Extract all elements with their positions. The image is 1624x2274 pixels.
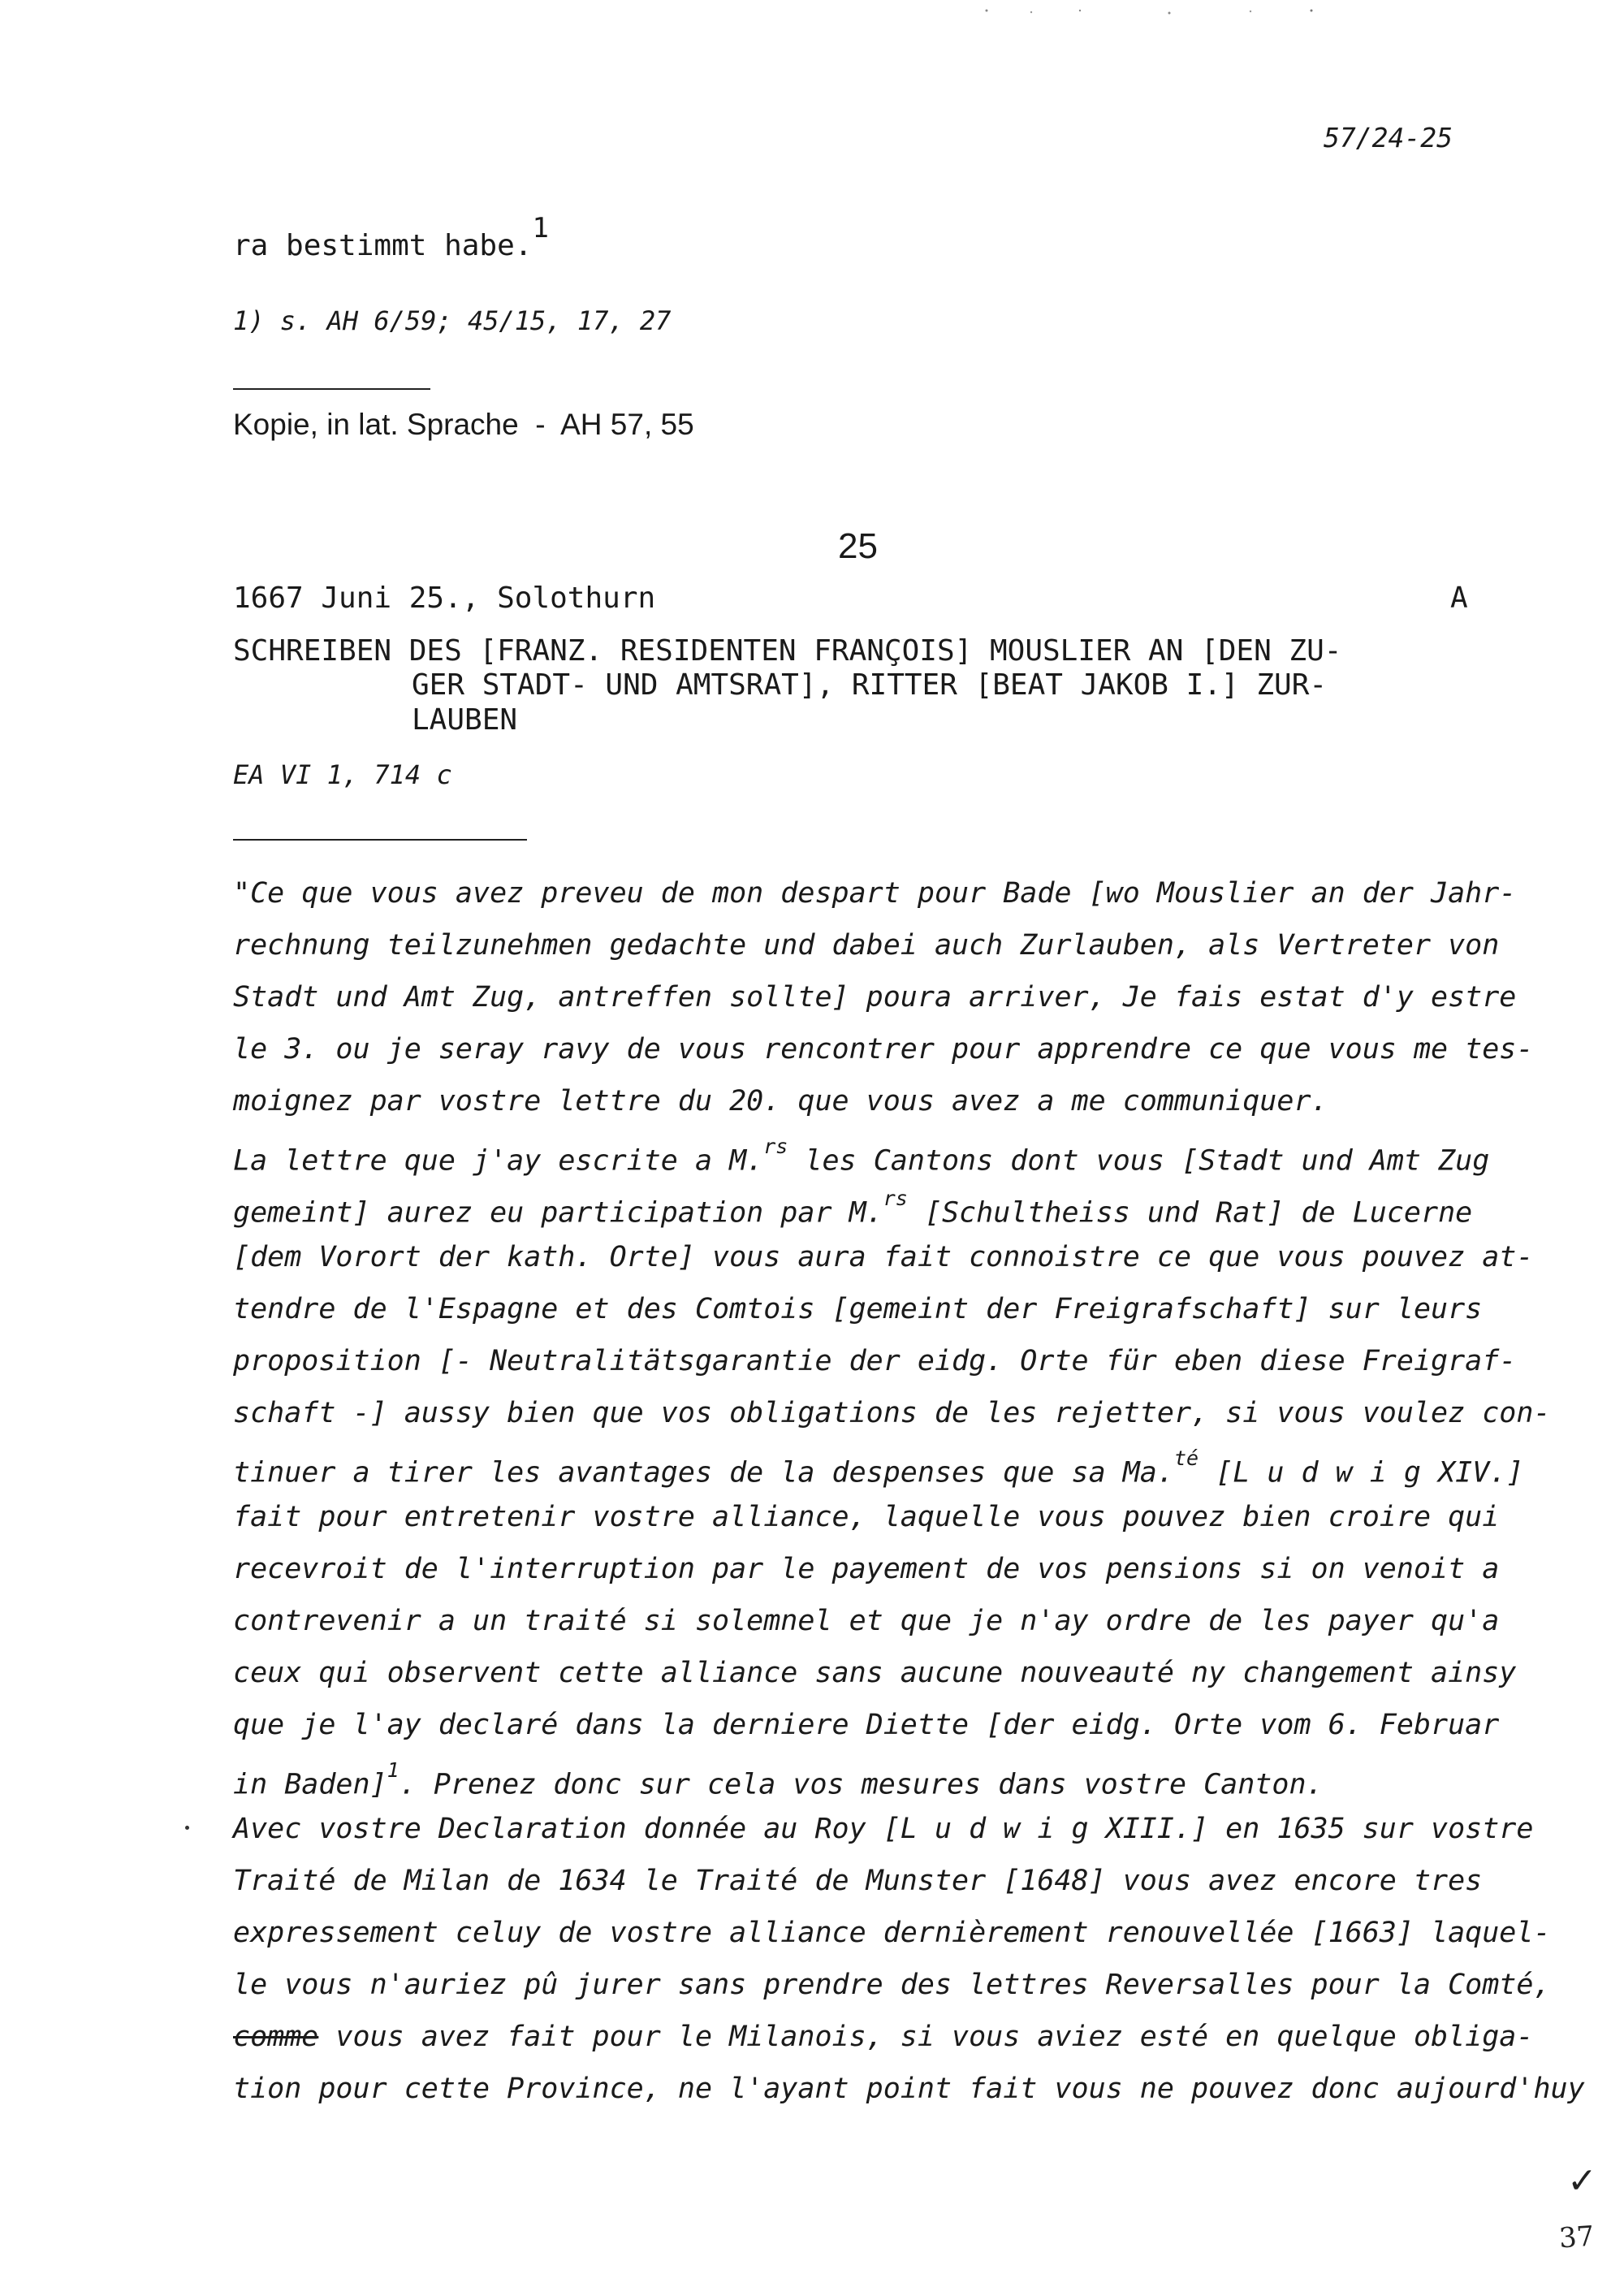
body-text: gemeint] aurez eu participation par M. [233, 1196, 883, 1230]
body-line [233, 1447, 1523, 1491]
body-line: Stadt und Amt Zug, antreffen sollte] poura arriver, Je fais estat d'y estre [233, 981, 1517, 1014]
body-line: le vous n'auriez pû jurer sans prendre des lettres Reversalles pour la Comté, [233, 1969, 1551, 2001]
body-line [233, 2019, 1533, 2055]
entry-classification: A [1450, 581, 1468, 615]
body-line: Traité de Milan de 1634 le Traité de Munster [1648] vous avez encore tres [233, 1865, 1483, 1897]
body-line: [dem Vorort der kath. Orte] vous aura fait connoistre ce que vous pouvez at- [233, 1241, 1534, 1273]
body-line: fait pour entretenir vostre alliance, laquelle vous pouvez bien croire qui [233, 1501, 1500, 1533]
footnote-marker: 1 [532, 212, 549, 244]
body-line [233, 1187, 1472, 1231]
body-line: schaft -] aussy bien que vos obligations de les rejetter, si vous voulez con- [233, 1397, 1551, 1429]
body-line: tion pour cette Province, ne l'ayant point fait vous ne pouvez donc aujourd'huy [233, 2073, 1585, 2105]
folio-number: 37 [1557, 2220, 1596, 2255]
body-line [233, 1135, 1489, 1179]
body-text: La lettre que j'ay escrite a M. [233, 1144, 764, 1178]
previous-entry-closing [233, 212, 549, 262]
body-text: [L u d w i g XIV.] [1199, 1456, 1524, 1489]
body-text: les Cantons dont vous [Stadt und Amt Zug [788, 1144, 1490, 1178]
superscript: rs [763, 1135, 788, 1158]
superscript: 1 [387, 1758, 400, 1782]
check-mark: ✓ [1567, 2160, 1597, 2202]
body-line: moignez par vostre lettre du 20. que vous avez a me communiquer. [233, 1085, 1328, 1118]
body-line: rechnung teilzunehmen gedachte und dabei auch Zurlauben, als Vertreter von [233, 929, 1500, 962]
scan-specks [983, 3, 1324, 11]
body-line: expressement celuy de vostre alliance dernièrement renouvellée [1663] laquel- [233, 1917, 1551, 1949]
closing-text: ra bestimmt habe. [233, 229, 533, 262]
body-text: vous avez fait pour le Milanois, si vous aviez esté en quelque obliga- [318, 2021, 1534, 2053]
body-line: recevroit de l'interruption par le payement de vos pensions si on venoit a [233, 1553, 1500, 1585]
entry-number: 25 [838, 526, 878, 566]
body-text: [Schultheiss und Rat] de Lucerne [907, 1196, 1473, 1230]
footnote: 1) s. AH 6/59; 45/15, 17, 27 [233, 305, 672, 336]
body-line: "Ce que vous avez preveu de mon despart pour Bade [wo Mouslier an der Jahr- [233, 877, 1517, 910]
page-reference: 57/24-25 [1324, 122, 1453, 153]
scan-specks-svg [983, 7, 1324, 15]
entry-date-place: 1667 Juni 25., Solothurn [233, 581, 656, 615]
body-line: Avec vostre Declaration donnée au Roy [L u d w i g XIII.] en 1635 sur vostre [233, 1813, 1534, 1845]
body-line: contrevenir a un traité si solemnel et que je n'ay ordre de les payer qu'a [233, 1605, 1500, 1637]
struck-word: comme [233, 2021, 319, 2053]
superscript: rs [883, 1187, 908, 1210]
entry-title-line-2: GER STADT- UND AMTSRAT], RITTER [BEAT JAKOB I.] ZUR- [412, 668, 1328, 702]
body-text: in Baden] [233, 1768, 387, 1801]
body-line: tendre de l'Espagne et des Comtois [gemeint der Freigrafschaft] sur leurs [233, 1293, 1483, 1325]
body-line [233, 1759, 1324, 1803]
body-text: . Prenez donc sur cela vos mesures dans vostre Canton. [399, 1768, 1324, 1801]
body-line: ceux qui observent cette alliance sans aucune nouveauté ny changement ainsy [233, 1657, 1517, 1689]
margin-dot [185, 1826, 189, 1830]
body-text: tinuer a tirer les avantages de la despenses que sa Ma. [233, 1456, 1174, 1489]
body-line: que je l'ay declaré dans la derniere Diette [der eidg. Orte vom 6. Februar [233, 1709, 1500, 1741]
superscript: té [1173, 1446, 1199, 1470]
entry-title-line-3: LAUBEN [412, 703, 518, 737]
source-note: Kopie, in lat. Sprache - AH 57, 55 [233, 408, 694, 441]
entry-reference: EA VI 1, 714 c [233, 759, 452, 790]
body-line: le 3. ou je seray ravy de vous rencontrer pour apprendre ce que vous me tes- [233, 1033, 1534, 1066]
entry-title-line-1: SCHREIBEN DES [FRANZ. RESIDENTEN FRANÇOIS] MOUSLIER AN [DEN ZU- [233, 634, 1342, 668]
body-line: proposition [- Neutralitätsgarantie der eidg. Orte für eben diese Freigraf- [233, 1345, 1517, 1377]
separator-rule-1 [233, 388, 430, 390]
separator-rule-2 [233, 839, 527, 841]
